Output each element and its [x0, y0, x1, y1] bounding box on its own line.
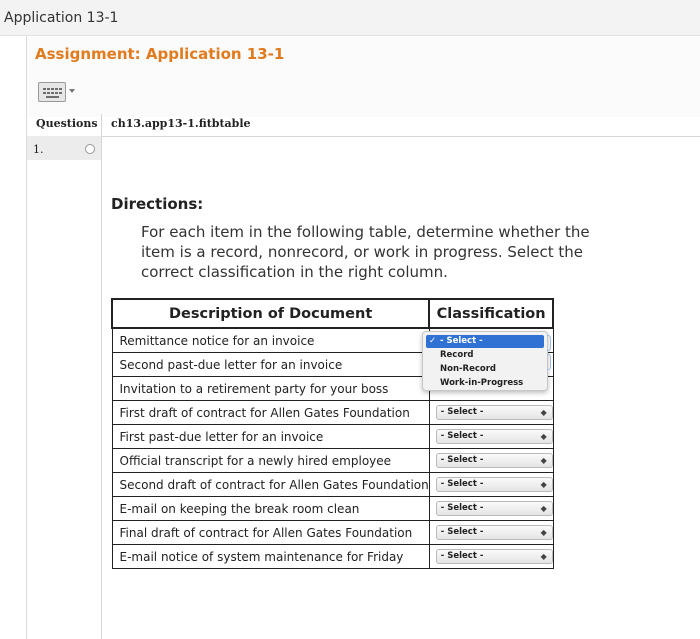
questions-label: Questions — [36, 117, 98, 130]
classification-select[interactable]: - Select - ◆ — [436, 453, 553, 468]
row-description: Invitation to a retirement party for your boss — [112, 377, 429, 401]
select-arrows-icon: ◆ — [540, 552, 547, 561]
classification-select[interactable]: - Select - ◆ — [436, 525, 553, 540]
chevron-down-icon — [69, 89, 75, 93]
classification-select[interactable]: - Select - ◆ — [436, 501, 553, 516]
directions-title: Directions: — [111, 195, 204, 213]
row-description: First draft of contract for Allen Gates Foundation — [112, 401, 429, 425]
table-row — [112, 497, 553, 521]
window-title: Application 13-1 — [4, 10, 119, 26]
directions-text: For each item in the following table, determine whether the item is a record, nonrecord, or work in progress. Select the correct classification in the right column. — [141, 223, 590, 281]
table-row — [112, 425, 553, 449]
row-classification-cell — [429, 545, 553, 569]
questions-divider — [101, 114, 102, 639]
row-classification-cell — [429, 521, 553, 545]
row-classification-cell — [429, 473, 553, 497]
table-row — [112, 473, 553, 497]
row-description: Second draft of contract for Allen Gates Foundation — [112, 473, 429, 497]
question-status-radio[interactable] — [85, 144, 95, 154]
window-title-bar — [0, 0, 700, 36]
checkmark-icon: ✓ — [429, 336, 437, 346]
classification-dropdown-menu[interactable] — [422, 331, 548, 391]
select-arrows-icon: ◆ — [540, 504, 547, 513]
select-arrows-icon: ◆ — [540, 432, 547, 441]
table-row — [112, 401, 553, 425]
description-header: Description of Document — [112, 299, 429, 328]
dropdown-option-non-record[interactable]: Non-Record — [440, 364, 496, 374]
dropdown-edge — [547, 354, 551, 370]
row-description: Final draft of contract for Allen Gates Foundation — [112, 521, 429, 545]
question-file-name: ch13.app13-1.fitbtable — [111, 117, 251, 130]
select-arrows-icon: ◆ — [540, 528, 547, 537]
dropdown-option-select[interactable]: ✓ - Select - — [426, 335, 544, 348]
select-arrows-icon: ◆ — [540, 456, 547, 465]
dropdown-option-work-in-progress[interactable]: Work-in-Progress — [440, 378, 524, 388]
row-classification-cell — [429, 401, 553, 425]
question-number: 1. — [33, 143, 44, 156]
row-description: Remittance notice for an invoice — [112, 328, 429, 353]
classification-header: Classification — [429, 299, 553, 328]
row-classification-cell — [429, 449, 553, 473]
dropdown-option-record[interactable]: Record — [440, 350, 474, 360]
classification-select[interactable]: - Select - ◆ — [436, 549, 553, 564]
classification-select[interactable]: - Select - ◆ — [436, 477, 553, 492]
row-classification-cell — [429, 425, 553, 449]
select-arrows-icon: ◆ — [540, 480, 547, 489]
row-description: First past-due letter for an invoice — [112, 425, 429, 449]
row-classification-cell — [429, 497, 553, 521]
table-row — [112, 521, 553, 545]
select-arrows-icon: ◆ — [540, 408, 547, 417]
table-row — [112, 545, 553, 569]
row-description: Official transcript for a newly hired employee — [112, 449, 429, 473]
row-description: E-mail on keeping the break room clean — [112, 497, 429, 521]
classification-select[interactable]: - Select - ◆ — [436, 405, 553, 420]
dropdown-edge — [547, 335, 551, 351]
keyboard-button[interactable] — [38, 82, 80, 104]
assignment-title: Assignment: Application 13-1 — [35, 45, 285, 63]
keyboard-icon — [38, 82, 66, 102]
row-description: E-mail notice of system maintenance for Friday — [112, 545, 429, 569]
row-description: Second past-due letter for an invoice — [112, 353, 429, 377]
classification-select[interactable]: - Select - ◆ — [436, 429, 553, 444]
table-row — [112, 449, 553, 473]
